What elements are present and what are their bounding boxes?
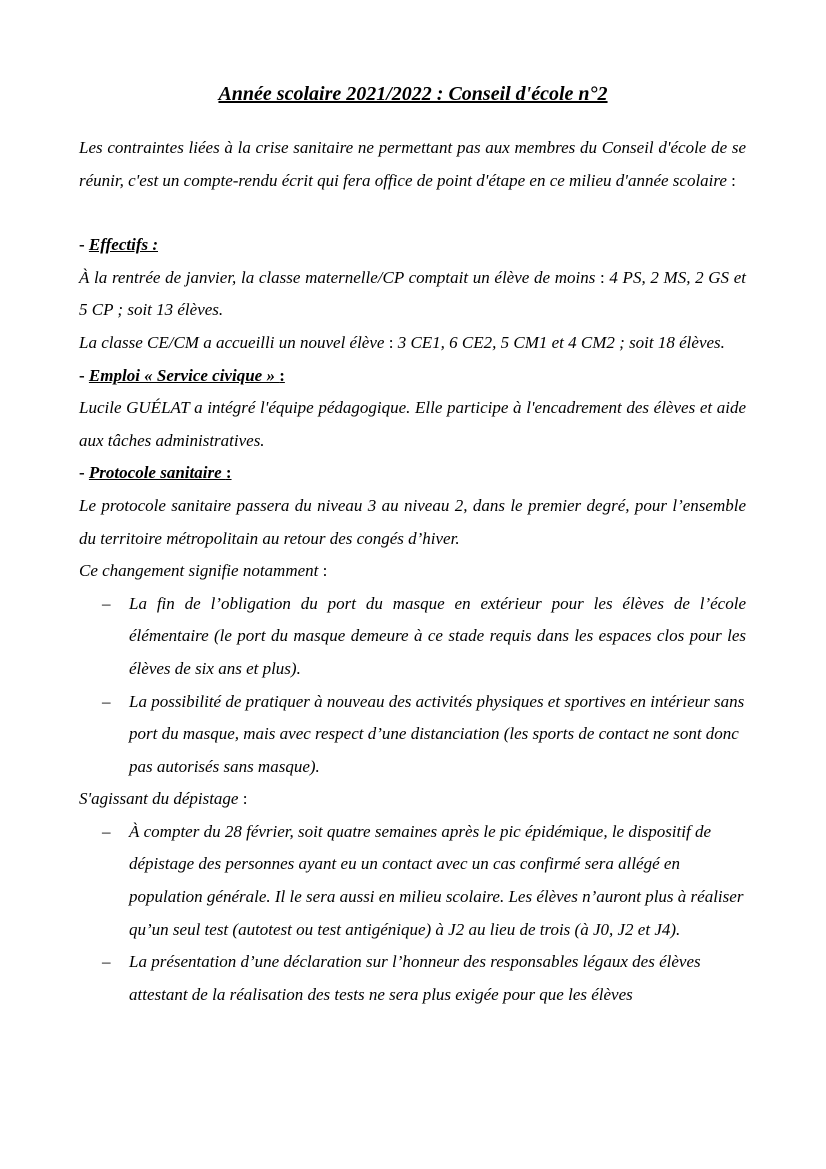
page-title: Année scolaire 2021/2022 : Conseil d'école n°2 <box>218 83 608 105</box>
effectifs-paragraph-2 <box>79 327 746 360</box>
heading-label: Protocole sanitaire <box>88 463 226 483</box>
effectifs-colon-1: : <box>595 267 610 287</box>
heading-dash: - <box>79 463 89 483</box>
intro-colon: : <box>726 170 736 190</box>
depistage-list <box>79 816 746 1012</box>
change-intro <box>79 555 746 588</box>
effectifs-paragraph-1 <box>79 262 746 327</box>
dash-bullet: – <box>102 593 111 613</box>
protocole-paragraph: Le protocole sanitaire passera du niveau 3 au niveau 2, dans le premier degré, pour l’ensemble du territoire métropolitain au retour des congés d’hiver. <box>79 495 746 548</box>
section-heading-effectifs <box>79 229 746 262</box>
effectifs-text-1: À la rentrée de janvier, la classe maternelle/CP comptait un élève de moins <box>79 267 596 287</box>
dash-bullet: – <box>102 952 111 972</box>
list-item <box>79 946 746 1011</box>
list-item <box>79 816 746 946</box>
intro-text: Les contraintes liées à la crise sanitaire ne permettant pas aux membres du Conseil d'école de se réunir, c'est un compte-rendu écrit qui fera office de point d'étape en ce milieu d'année scolaire <box>79 138 746 190</box>
change-list <box>79 588 746 784</box>
effectifs-counts-2: 3 CE1, 6 CE2, 5 CM1 et 4 CM2 ; soit 18 élèves. <box>397 332 725 352</box>
change-intro-colon: : <box>318 561 328 581</box>
document-body <box>79 132 746 1011</box>
heading-colon: : <box>279 365 285 385</box>
effectifs-counts-1: 4 PS, 2 MS, 2 GS et 5 CP ; soit 13 élèves. <box>79 267 746 320</box>
heading-dash: - <box>79 235 89 255</box>
heading-dash: - <box>79 365 89 385</box>
list-item-text: À compter du 28 février, soit quatre semaines après le pic épidémique, le dispositif de dépistage des personnes ayant eu un contact avec un cas confirmé sera allégé en population générale. Il le sera aussi en milieu scolaire. Les élèves n’auront plus à réaliser qu’un seul test (autotest ou test antigénique) à J2 au lieu de trois (à J0, J2 et J4). <box>129 821 744 939</box>
list-item-text: La présentation d’une déclaration sur l’honneur des responsables légaux des élèves attestant de la réalisation des tests ne sera plus exigée pour que les élèves <box>129 952 701 1004</box>
depistage-intro <box>79 783 746 816</box>
heading-label: Emploi « Service civique » <box>88 365 280 385</box>
dash-bullet: – <box>102 691 111 711</box>
dash-bullet: – <box>102 821 111 841</box>
depistage-intro-text: S'agissant du dépistage <box>79 789 239 809</box>
heading-label: Effectifs : <box>88 235 159 255</box>
effectifs-colon-2: : <box>384 332 398 352</box>
paragraph-gap <box>79 197 746 229</box>
emploi-paragraph: Lucile GUÉLAT a intégré l'équipe pédagogique. Elle participe à l'encadrement des élèves et aide aux tâches administratives. <box>79 398 746 450</box>
change-intro-text: Ce changement signifie notamment <box>79 561 319 581</box>
list-item-text: La fin de l’obligation du port du masque en extérieur pour les élèves de l’école élémentaire (le port du masque demeure à ce stade requis dans les espaces clos pour les élèves de six ans et plus). <box>129 593 746 678</box>
depistage-intro-colon: : <box>238 789 248 809</box>
list-item-text: La possibilité de pratiquer à nouveau des activités physiques et sportives en intérieur sans port du masque, mais avec respect d’une distanciation (les sports de contact ne sont donc pas autorisés sans masque). <box>129 691 745 776</box>
section-heading-emploi <box>79 360 746 393</box>
section-heading-protocole <box>79 457 746 490</box>
intro-paragraph <box>79 132 746 197</box>
list-item <box>79 686 746 784</box>
list-item <box>79 588 746 686</box>
effectifs-text-2: La classe CE/CM a accueilli un nouvel élève <box>79 332 385 352</box>
heading-colon: : <box>225 463 232 483</box>
